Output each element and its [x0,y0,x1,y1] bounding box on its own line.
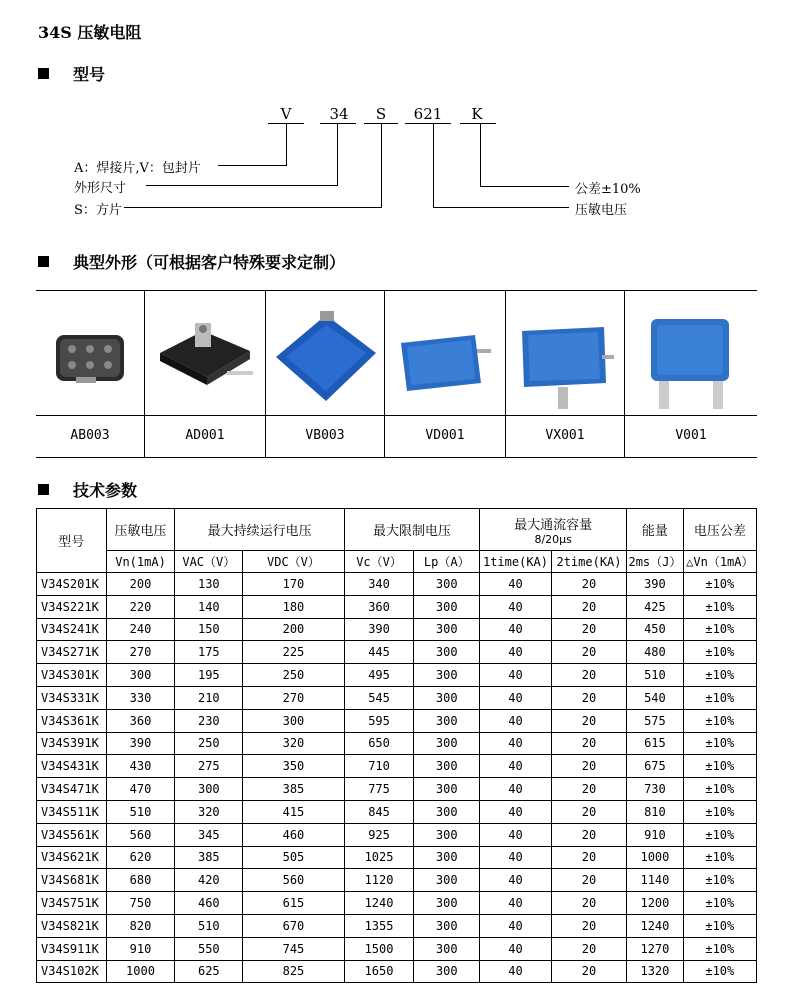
model-cell: V34S471K [37,778,107,801]
header-surge-title: 最大通流容量 [514,517,593,533]
connector-line [218,165,287,166]
table-row [37,732,757,755]
value-cell: 340 [344,573,414,596]
value-cell: 225 [243,641,345,664]
table-row [37,778,757,801]
value-cell: ±10% [683,686,756,709]
value-cell: 300 [414,937,480,960]
value-cell: 40 [480,709,552,732]
gallery-item-v001 [625,291,757,457]
value-cell: 20 [551,709,626,732]
table-row [37,800,757,823]
header-model: 型号 [37,509,107,573]
value-cell: 560 [243,869,345,892]
value-cell: ±10% [683,732,756,755]
value-cell: 300 [414,778,480,801]
value-cell: 910 [106,937,175,960]
value-cell: 820 [106,914,175,937]
subheader-cell: Lp（A） [414,551,480,573]
header-vn: 压敏电压 [106,509,175,551]
model-cell: V34S821K [37,914,107,937]
value-cell: 810 [627,800,683,823]
label-tolerance: 公差±10% [575,182,641,197]
gallery-caption: AD001 [145,415,265,457]
connector-line [433,124,434,207]
table-row [37,573,757,596]
value-cell: 240 [106,618,175,641]
value-cell: 20 [551,664,626,687]
varistor-vd001-image [385,291,505,415]
subheader-cell: VAC（V） [175,551,243,573]
value-cell: 175 [175,641,243,664]
model-cell: V34S221K [37,595,107,618]
value-cell: 275 [175,755,243,778]
value-cell: 40 [480,823,552,846]
code-underline [405,123,451,124]
value-cell: 300 [414,892,480,915]
model-cell: V34S391K [37,732,107,755]
table-row [37,846,757,869]
varistor-ad001-image [145,291,265,415]
table-row [37,755,757,778]
varistor-ab003-image [36,291,144,415]
label-size: 外形尺寸 [74,181,127,196]
gallery-caption: VB003 [266,415,384,457]
value-cell: 300 [414,709,480,732]
value-cell: ±10% [683,800,756,823]
value-cell: 220 [106,595,175,618]
value-cell: 1200 [627,892,683,915]
value-cell: 20 [551,800,626,823]
value-cell: 40 [480,686,552,709]
value-cell: 40 [480,778,552,801]
table-row [37,914,757,937]
shapes-gallery [36,290,757,458]
gallery-caption: VX001 [506,415,624,457]
value-cell: ±10% [683,618,756,641]
value-cell: 230 [175,709,243,732]
subheader-cell: Vn(1mA) [106,551,175,573]
section-model-heading [38,62,105,85]
value-cell: 470 [106,778,175,801]
value-cell: 300 [414,573,480,596]
value-cell: 170 [243,573,345,596]
value-cell: ±10% [683,960,756,983]
bullet-square-icon [38,484,49,495]
value-cell: 300 [414,618,480,641]
header-tolerance: 电压公差 [683,509,756,551]
varistor-vx001-image [506,291,624,415]
value-cell: 1650 [344,960,414,983]
table-row [37,595,757,618]
section-specs-title: 技术参数 [73,481,138,500]
value-cell: 250 [243,664,345,687]
value-cell: 40 [480,573,552,596]
value-cell: 910 [627,823,683,846]
model-cell: V34S751K [37,892,107,915]
value-cell: 385 [175,846,243,869]
value-cell: 300 [414,686,480,709]
connector-line [286,124,287,165]
value-cell: 40 [480,800,552,823]
value-cell: ±10% [683,709,756,732]
connector-line [146,185,338,186]
value-cell: 825 [243,960,345,983]
value-cell: 390 [627,573,683,596]
value-cell: 620 [106,846,175,869]
value-cell: 390 [344,618,414,641]
value-cell: 680 [106,869,175,892]
value-cell: ±10% [683,869,756,892]
gallery-item-vd001 [385,291,505,457]
value-cell: 20 [551,823,626,846]
value-cell: 40 [480,937,552,960]
value-cell: 40 [480,732,552,755]
value-cell: 300 [243,709,345,732]
table-row [37,937,757,960]
value-cell: 20 [551,778,626,801]
value-cell: 20 [551,573,626,596]
value-cell: 210 [175,686,243,709]
value-cell: ±10% [683,914,756,937]
model-cell: V34S201K [37,573,107,596]
value-cell: 300 [414,800,480,823]
value-cell: 495 [344,664,414,687]
table-row [37,960,757,983]
header-surge-sub: 8/20μs [534,532,572,546]
value-cell: 20 [551,892,626,915]
value-cell: 540 [627,686,683,709]
value-cell: 320 [175,800,243,823]
table-row [37,664,757,687]
header-continuous-voltage: 最大持续运行电压 [175,509,344,551]
value-cell: 40 [480,892,552,915]
value-cell: 195 [175,664,243,687]
label-type: A：焊接片,V：包封片 [74,161,201,176]
varistor-vb003-image [266,291,384,415]
gallery-item-ab003 [36,291,144,457]
subheader-cell: 2time(KA) [551,551,626,573]
subheader-cell: 2ms（J） [627,551,683,573]
value-cell: 40 [480,595,552,618]
value-cell: 1240 [627,914,683,937]
value-cell: 200 [106,573,175,596]
value-cell: 1000 [627,846,683,869]
value-cell: 300 [414,960,480,983]
value-cell: 1500 [344,937,414,960]
model-cell: V34S241K [37,618,107,641]
value-cell: 710 [344,755,414,778]
value-cell: 385 [243,778,345,801]
value-cell: 1355 [344,914,414,937]
value-cell: 595 [344,709,414,732]
model-cell: V34S511K [37,800,107,823]
value-cell: ±10% [683,892,756,915]
code-letter-size: 34 [329,105,349,123]
table-row [37,869,757,892]
subheader-cell: 1time(KA) [480,551,552,573]
model-cell: V34S331K [37,686,107,709]
value-cell: 20 [551,960,626,983]
value-cell: 505 [243,846,345,869]
table-row [37,823,757,846]
value-cell: 270 [106,641,175,664]
value-cell: 670 [243,914,345,937]
value-cell: 20 [551,755,626,778]
table-row [37,618,757,641]
value-cell: 40 [480,755,552,778]
value-cell: 550 [175,937,243,960]
value-cell: 40 [480,664,552,687]
value-cell: 300 [414,914,480,937]
value-cell: 330 [106,686,175,709]
value-cell: 625 [175,960,243,983]
value-cell: 200 [243,618,345,641]
value-cell: 300 [414,641,480,664]
model-cell: V34S561K [37,823,107,846]
code-underline [320,123,356,124]
value-cell: 575 [627,709,683,732]
connector-line [381,124,382,207]
subheader-cell: △Vn（1mA） [683,551,756,573]
value-cell: 775 [344,778,414,801]
spec-table [36,508,757,983]
value-cell: ±10% [683,573,756,596]
value-cell: 615 [627,732,683,755]
value-cell: 1270 [627,937,683,960]
value-cell: 20 [551,618,626,641]
value-cell: ±10% [683,664,756,687]
value-cell: 20 [551,914,626,937]
value-cell: ±10% [683,937,756,960]
subheader-cell: Vc（V） [344,551,414,573]
value-cell: 20 [551,686,626,709]
value-cell: 425 [627,595,683,618]
value-cell: ±10% [683,641,756,664]
model-cell: V34S361K [37,709,107,732]
value-cell: 300 [414,732,480,755]
value-cell: 510 [627,664,683,687]
value-cell: 675 [627,755,683,778]
value-cell: 300 [414,846,480,869]
value-cell: 300 [106,664,175,687]
gallery-item-vx001 [506,291,624,457]
code-letter-s: S [375,105,387,123]
value-cell: 40 [480,869,552,892]
value-cell: 300 [175,778,243,801]
code-letter-k: K [471,105,483,123]
model-cell: V34S102K [37,960,107,983]
value-cell: 40 [480,641,552,664]
value-cell: 300 [414,595,480,618]
value-cell: 20 [551,846,626,869]
value-cell: 730 [627,778,683,801]
value-cell: 140 [175,595,243,618]
value-cell: 445 [344,641,414,664]
section-model-title: 型号 [73,65,106,84]
value-cell: 360 [344,595,414,618]
value-cell: 510 [175,914,243,937]
gallery-caption: VD001 [385,415,505,457]
label-voltage: 压敏电压 [575,203,628,218]
section-shapes-heading [38,250,345,273]
value-cell: 1140 [627,869,683,892]
value-cell: 480 [627,641,683,664]
gallery-item-ad001 [145,291,265,457]
gallery-caption: V001 [625,415,757,457]
value-cell: ±10% [683,755,756,778]
value-cell: 320 [243,732,345,755]
value-cell: 845 [344,800,414,823]
code-letter-v: V [280,105,292,123]
value-cell: 250 [175,732,243,755]
value-cell: 270 [243,686,345,709]
connector-line [124,207,382,208]
value-cell: 460 [243,823,345,846]
value-cell: 300 [414,664,480,687]
connector-line [433,207,569,208]
value-cell: 1120 [344,869,414,892]
value-cell: 925 [344,823,414,846]
subheader-cell: VDC（V） [243,551,345,573]
bullet-square-icon [38,68,49,79]
value-cell: 40 [480,618,552,641]
value-cell: 40 [480,846,552,869]
page-title: 34S 压敏电阻 [38,23,142,42]
value-cell: 390 [106,732,175,755]
value-cell: 1000 [106,960,175,983]
model-cell: V34S681K [37,869,107,892]
table-row [37,892,757,915]
bullet-square-icon [38,256,49,267]
value-cell: 1025 [344,846,414,869]
section-shapes-title: 典型外形（可根据客户特殊要求定制） [73,253,346,272]
header-energy: 能量 [627,509,683,551]
value-cell: 750 [106,892,175,915]
value-cell: ±10% [683,778,756,801]
header-surge-current [480,509,627,551]
model-cell: V34S301K [37,664,107,687]
value-cell: 300 [414,755,480,778]
value-cell: 40 [480,960,552,983]
value-cell: 560 [106,823,175,846]
value-cell: 350 [243,755,345,778]
model-cell: V34S431K [37,755,107,778]
value-cell: ±10% [683,823,756,846]
table-row [37,686,757,709]
value-cell: 300 [414,823,480,846]
value-cell: 415 [243,800,345,823]
value-cell: 20 [551,641,626,664]
value-cell: 545 [344,686,414,709]
table-row [37,641,757,664]
label-shape: S：方片 [74,203,122,218]
model-cell: V34S621K [37,846,107,869]
value-cell: ±10% [683,846,756,869]
code-underline [460,123,496,124]
value-cell: 40 [480,914,552,937]
table-row [37,709,757,732]
model-cell: V34S911K [37,937,107,960]
code-letter-voltage: 621 [413,105,443,123]
section-specs-heading [38,478,137,501]
value-cell: 420 [175,869,243,892]
value-cell: 300 [414,869,480,892]
value-cell: 1240 [344,892,414,915]
value-cell: 345 [175,823,243,846]
value-cell: 450 [627,618,683,641]
header-clamp-voltage: 最大限制电压 [344,509,479,551]
spec-table-body [37,573,757,983]
value-cell: 20 [551,732,626,755]
value-cell: 360 [106,709,175,732]
value-cell: 650 [344,732,414,755]
varistor-v001-image [625,291,757,415]
value-cell: 20 [551,937,626,960]
value-cell: 180 [243,595,345,618]
subheader-row [37,551,757,573]
value-cell: 460 [175,892,243,915]
value-cell: 20 [551,869,626,892]
connector-line [480,124,481,186]
value-cell: 745 [243,937,345,960]
value-cell: 20 [551,595,626,618]
value-cell: 615 [243,892,345,915]
value-cell: 430 [106,755,175,778]
connector-line [337,124,338,185]
connector-line [480,186,569,187]
value-cell: 130 [175,573,243,596]
value-cell: 1320 [627,960,683,983]
value-cell: 150 [175,618,243,641]
value-cell: 510 [106,800,175,823]
gallery-item-vb003 [266,291,384,457]
model-cell: V34S271K [37,641,107,664]
gallery-caption: AB003 [36,415,144,457]
value-cell: ±10% [683,595,756,618]
